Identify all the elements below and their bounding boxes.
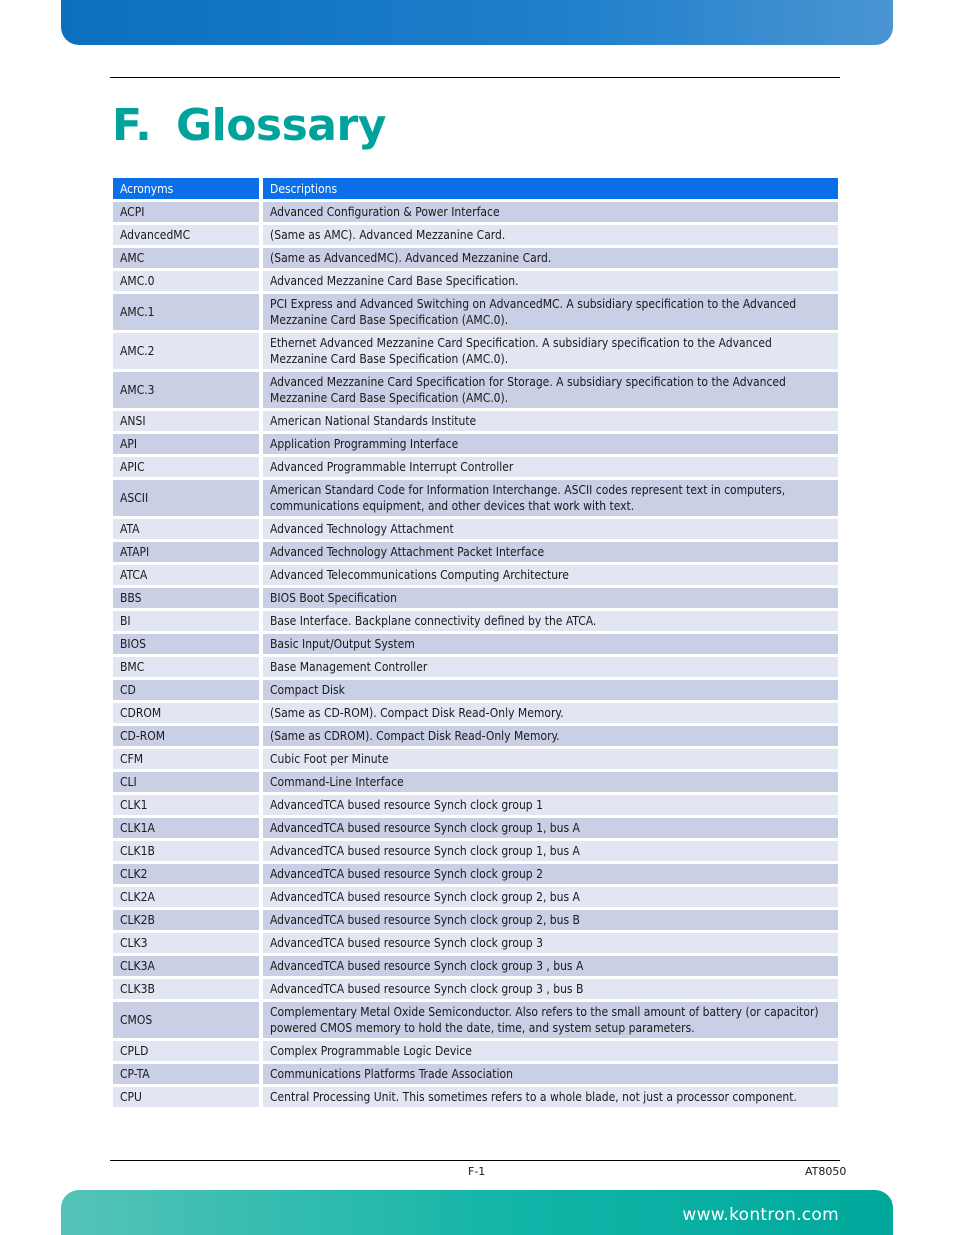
description-cell: AdvancedTCA bused resource Synch clock group 1, bus A (263, 818, 838, 838)
acronym-cell: ATCA (113, 565, 263, 585)
description-cell: Compact Disk (263, 680, 838, 700)
table-row (113, 1041, 838, 1061)
top-banner (61, 0, 893, 45)
acronym-cell: CFM (113, 749, 263, 769)
header-rule (110, 77, 840, 78)
acronym-cell: ACPI (113, 202, 263, 222)
table-row (113, 1002, 838, 1038)
acronym-cell: ANSI (113, 411, 263, 431)
description-cell: American Standard Code for Information Interchange. ASCII codes represent text in computers, communications equipment, and other devices that work with text. (263, 480, 838, 516)
description-cell: Advanced Technology Attachment Packet Interface (263, 542, 838, 562)
table-row (113, 841, 838, 861)
acronym-cell: AMC.1 (113, 294, 263, 330)
table-row (113, 434, 838, 454)
table-row (113, 271, 838, 291)
table-row (113, 372, 838, 408)
page-title (112, 100, 386, 151)
table-row (113, 657, 838, 677)
acronym-cell: CLK3B (113, 979, 263, 999)
table-row (113, 795, 838, 815)
table-row (113, 634, 838, 654)
description-cell: (Same as AdvancedMC). Advanced Mezzanine Card. (263, 248, 838, 268)
acronym-cell: CLK2 (113, 864, 263, 884)
chapter-number: F. (112, 100, 152, 151)
table-row (113, 956, 838, 976)
acronym-cell: CLK3A (113, 956, 263, 976)
acronym-cell: APIC (113, 457, 263, 477)
description-cell: AdvancedTCA bused resource Synch clock group 3 , bus B (263, 979, 838, 999)
table-row (113, 611, 838, 631)
table-row (113, 1064, 838, 1084)
table-row (113, 457, 838, 477)
table-row (113, 680, 838, 700)
description-cell: Cubic Foot per Minute (263, 749, 838, 769)
description-cell: Communications Platforms Trade Association (263, 1064, 838, 1084)
acronym-cell: CD (113, 680, 263, 700)
table-row (113, 565, 838, 585)
bottom-banner (61, 1190, 893, 1235)
description-cell: Application Programming Interface (263, 434, 838, 454)
table-row (113, 772, 838, 792)
description-cell: AdvancedTCA bused resource Synch clock group 2, bus B (263, 910, 838, 930)
description-cell: Advanced Telecommunications Computing Architecture (263, 565, 838, 585)
acronym-cell: AdvancedMC (113, 225, 263, 245)
description-cell: (Same as CDROM). Compact Disk Read-Only Memory. (263, 726, 838, 746)
table-header-row (113, 178, 838, 199)
acronym-cell: BI (113, 611, 263, 631)
table-row (113, 749, 838, 769)
description-cell: BIOS Boot Specification (263, 588, 838, 608)
description-cell: AdvancedTCA bused resource Synch clock group 1 (263, 795, 838, 815)
acronym-cell: CLI (113, 772, 263, 792)
acronym-cell: CLK1A (113, 818, 263, 838)
glossary-table (113, 175, 838, 1110)
description-cell: AdvancedTCA bused resource Synch clock group 2 (263, 864, 838, 884)
description-cell: AdvancedTCA bused resource Synch clock group 3 (263, 933, 838, 953)
table-row (113, 542, 838, 562)
description-cell: Base Management Controller (263, 657, 838, 677)
table-row (113, 887, 838, 907)
table-row (113, 818, 838, 838)
acronym-cell: AMC.0 (113, 271, 263, 291)
acronym-cell: CLK2A (113, 887, 263, 907)
table-row (113, 480, 838, 516)
table-row (113, 864, 838, 884)
acronym-cell: CPLD (113, 1041, 263, 1061)
description-cell: Command-Line Interface (263, 772, 838, 792)
table-row (113, 225, 838, 245)
description-cell: American National Standards Institute (263, 411, 838, 431)
acronym-cell: API (113, 434, 263, 454)
website-link[interactable]: www.kontron.com (682, 1205, 839, 1225)
header-acronyms: Acronyms (113, 178, 263, 199)
acronym-cell: CDROM (113, 703, 263, 723)
document-id: AT8050 (805, 1165, 847, 1178)
description-cell: Advanced Technology Attachment (263, 519, 838, 539)
description-cell: Central Processing Unit. This sometimes refers to a whole blade, not just a processor component. (263, 1087, 838, 1107)
description-cell: Complementary Metal Oxide Semiconductor. Also refers to the small amount of battery (or capacitor) powered CMOS memory to hold the date, time, and system setup parameters. (263, 1002, 838, 1038)
acronym-cell: BMC (113, 657, 263, 677)
acronym-cell: AMC (113, 248, 263, 268)
acronym-cell: AMC.3 (113, 372, 263, 408)
description-cell: PCI Express and Advanced Switching on AdvancedMC. A subsidiary specification to the Advanced Mezzanine Card Base Specification (AMC.0). (263, 294, 838, 330)
acronym-cell: CLK3 (113, 933, 263, 953)
acronym-cell: BBS (113, 588, 263, 608)
header-descriptions: Descriptions (263, 178, 838, 199)
table-row (113, 910, 838, 930)
table-row (113, 979, 838, 999)
table-row (113, 519, 838, 539)
acronym-cell: BIOS (113, 634, 263, 654)
table-row (113, 703, 838, 723)
acronym-cell: CPU (113, 1087, 263, 1107)
description-cell: Base Interface. Backplane connectivity defined by the ATCA. (263, 611, 838, 631)
table-row (113, 248, 838, 268)
table-row (113, 294, 838, 330)
description-cell: Complex Programmable Logic Device (263, 1041, 838, 1061)
table-row (113, 933, 838, 953)
chapter-title: Glossary (176, 100, 386, 151)
acronym-cell: CMOS (113, 1002, 263, 1038)
description-cell: AdvancedTCA bused resource Synch clock group 2, bus A (263, 887, 838, 907)
acronym-cell: CP-TA (113, 1064, 263, 1084)
acronym-cell: ASCII (113, 480, 263, 516)
acronym-cell: AMC.2 (113, 333, 263, 369)
glossary-body (113, 202, 838, 1107)
description-cell: Advanced Programmable Interrupt Controller (263, 457, 838, 477)
description-cell: AdvancedTCA bused resource Synch clock group 1, bus A (263, 841, 838, 861)
table-row (113, 1087, 838, 1107)
description-cell: Ethernet Advanced Mezzanine Card Specification. A subsidiary specification to the Advanced Mezzanine Card Base Specification (AMC.0). (263, 333, 838, 369)
description-cell: (Same as AMC). Advanced Mezzanine Card. (263, 225, 838, 245)
footer-rule (110, 1160, 840, 1161)
description-cell: Advanced Mezzanine Card Specification for Storage. A subsidiary specification to the Advanced Mezzanine Card Base Specification (AMC.0). (263, 372, 838, 408)
table-row (113, 726, 838, 746)
acronym-cell: ATA (113, 519, 263, 539)
acronym-cell: CLK2B (113, 910, 263, 930)
description-cell: Advanced Configuration & Power Interface (263, 202, 838, 222)
table-row (113, 333, 838, 369)
table-row (113, 588, 838, 608)
table-row (113, 411, 838, 431)
acronym-cell: ATAPI (113, 542, 263, 562)
page-number: F-1 (468, 1165, 486, 1178)
table-row (113, 202, 838, 222)
description-cell: Basic Input/Output System (263, 634, 838, 654)
acronym-cell: CLK1 (113, 795, 263, 815)
description-cell: (Same as CD-ROM). Compact Disk Read-Only Memory. (263, 703, 838, 723)
description-cell: Advanced Mezzanine Card Base Specification. (263, 271, 838, 291)
acronym-cell: CD-ROM (113, 726, 263, 746)
description-cell: AdvancedTCA bused resource Synch clock group 3 , bus A (263, 956, 838, 976)
acronym-cell: CLK1B (113, 841, 263, 861)
